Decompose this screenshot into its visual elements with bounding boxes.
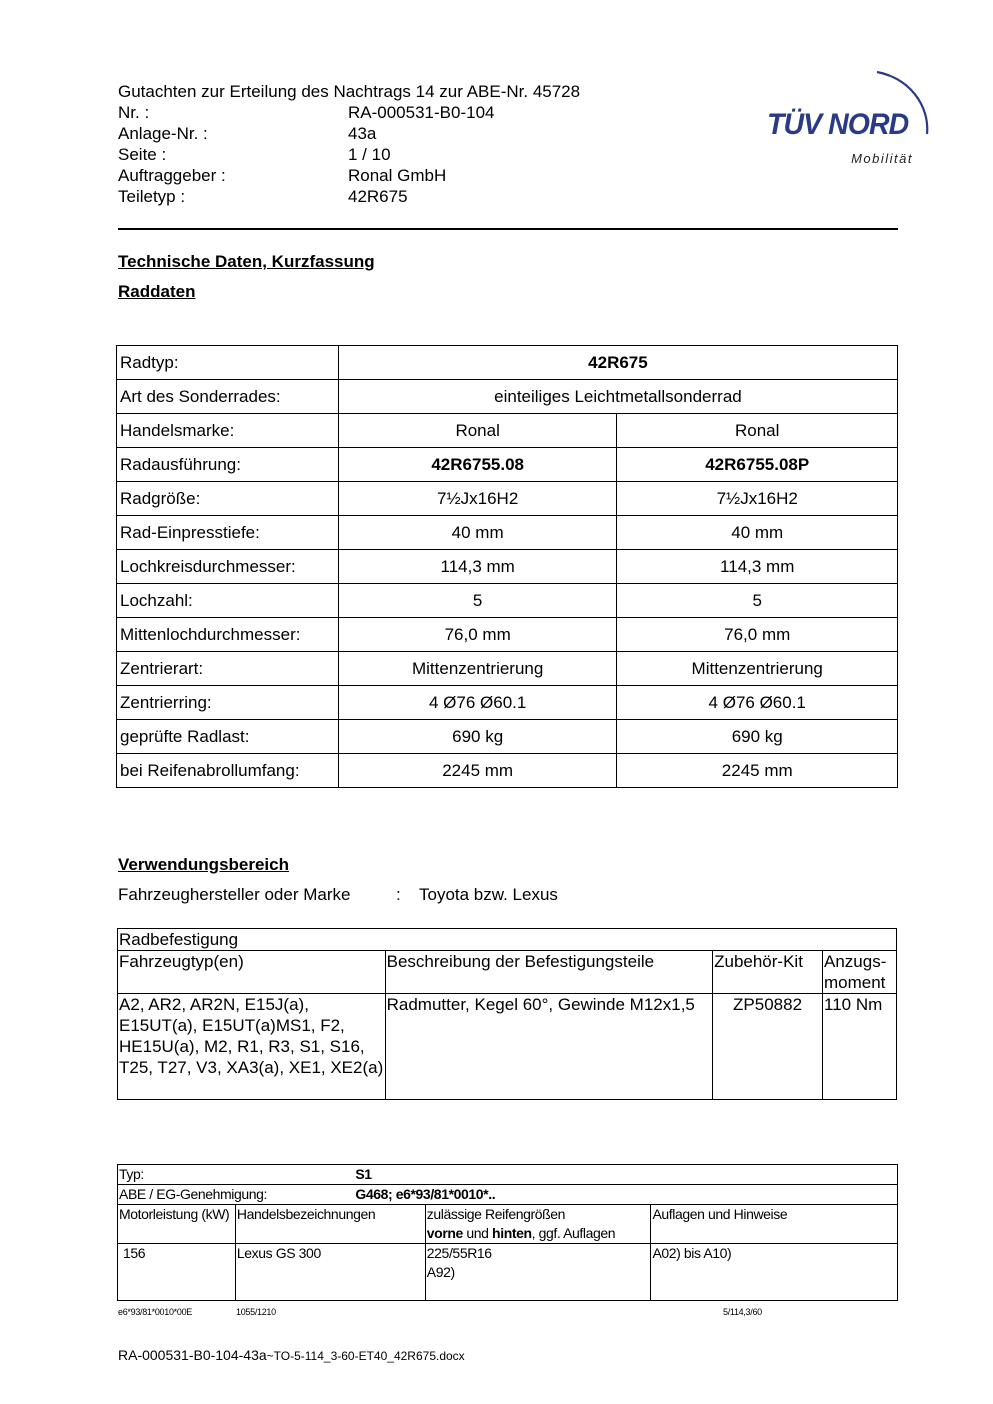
report-title: Gutachten zur Erteilung des Nachtrags 14 zur ABE-Nr. 45728 [118,82,581,101]
cell-value-a: 690 kg [338,720,617,754]
row-label: Art des Sonderrades: [117,380,339,414]
row-label: Radgröße: [117,482,339,516]
row-label: Lochkreisdurchmesser: [117,550,339,584]
verwendung-title: Verwendungsbereich [118,855,289,874]
row-label: bei Reifenabrollumfang: [117,754,339,788]
header-anzugsmoment: Anzugs-moment [823,951,897,994]
cell-value-b: 690 kg [617,720,898,754]
cell-value-b: 4 Ø76 Ø60.1 [617,686,898,720]
logo-subtitle: Mobilität [851,151,913,166]
abe-value: G468; e6*93/81*0010*.. [354,1185,897,1205]
abe-label: ABE / EG-Genehmigung: [118,1185,355,1205]
raddaten-table [116,345,898,788]
header-fahrzeugtyp: Fahrzeugtyp(en) [118,951,386,994]
table-row [117,414,898,448]
cell-value-a: 40 mm [338,516,617,550]
reifen-rest: , ggf. Auflagen [531,1225,616,1241]
table-row [117,346,898,380]
table-row [117,448,898,482]
cell-torque: 110 Nm [823,994,897,1100]
table-row [117,482,898,516]
radbefestigung-table [117,928,897,1100]
cell-value-b: 114,3 mm [617,550,898,584]
cell-value-a: 7½Jx16H2 [338,482,617,516]
cell-value-a: 2245 mm [338,754,617,788]
typ-table [117,1164,898,1301]
cell-value-b: 5 [617,584,898,618]
cell-value-b: Mittenzentrierung [617,652,898,686]
table-row [117,754,898,788]
table-row [118,1165,898,1185]
row-label: Lochzahl: [117,584,339,618]
document-header [118,81,580,207]
footnote-approval: e6*93/81*0010*00E [118,1307,192,1317]
logo-wordmark: TÜV NORD [767,108,909,141]
footer-filename [118,1347,465,1363]
field-value: Ronal GmbH [348,166,447,185]
row-label: Mittenlochdurchmesser: [117,618,339,652]
row-label: Radtyp: [117,346,339,380]
radbefestigung-title: Radbefestigung [118,929,897,951]
footer-file: ~TO-5-114_3-60-ET40_42R675.docx [266,1349,465,1363]
footnote-load: 1055/1210 [236,1307,276,1317]
footer-main: RA-000531-B0-104-43a [118,1347,267,1363]
row-label: Zentrierart: [117,652,339,686]
reifen-header-line2 [427,1224,650,1243]
cell-kw: 156 [118,1244,236,1301]
cell-value-b: 2245 mm [617,754,898,788]
table-row [118,1185,898,1205]
header-field-auftraggeber [118,165,580,186]
tire-size: 225/55R16 [426,1245,492,1261]
art-value: einteiliges Leichtmetallsonderrad [338,380,897,414]
table-row [117,652,898,686]
field-value: RA-000531-B0-104 [348,103,495,122]
cell-value-a: 4 Ø76 Ø60.1 [338,686,617,720]
manufacturer-label: Fahrzeughersteller oder Marke [118,885,351,904]
table-row [117,618,898,652]
cell-value-b: 76,0 mm [617,618,898,652]
row-label: Handelsmarke: [117,414,339,448]
cell-value-b: 40 mm [617,516,898,550]
cell-value-a: Mittenzentrierung [338,652,617,686]
field-label: Teiletyp : [118,187,186,206]
field-value: 42R675 [348,187,408,206]
field-value: 43a [348,124,377,143]
cell-kit: ZP50882 [713,994,823,1100]
header-field-seite [118,144,580,165]
table-row [117,584,898,618]
header-zubehoer-kit: Zubehör-Kit [713,951,823,994]
field-label: Nr. : [118,103,150,122]
table-row [117,686,898,720]
cell-value-a: 114,3 mm [338,550,617,584]
table-header-row [118,1205,898,1244]
row-label: Radausführung: [117,448,339,482]
table-row [118,994,897,1100]
header-field-teiletyp [118,186,580,207]
cell-tire [425,1244,651,1301]
tire-note: A92) [426,1264,455,1280]
tuev-nord-logo [765,60,940,170]
field-label: Seite : [118,145,167,164]
table-row [118,1244,898,1301]
cell-value-a: 42R6755.08 [338,448,617,482]
header-field-anlage [118,123,580,144]
reifen-header-line1: zulässige Reifengrößen [426,1206,566,1222]
header-motorleistung: Motorleistung (kW) [118,1205,236,1244]
header-divider [118,228,898,230]
field-label: Auftraggeber : [118,166,226,185]
reifen-hinten: hinten [492,1225,532,1241]
table-row [118,929,897,951]
footnote-bolt: 5/114,3/60 [723,1307,762,1317]
table-row [117,550,898,584]
header-field-nr [118,102,580,123]
cell-vehicle-types: A2, AR2, AR2N, E15J(a), E15UT(a), E15UT(a)MS1, F2, HE15U(a), M2, R1, R3, S1, S16, T25, T27, V3, XA3(a), XE1, XE2(a) [118,994,386,1100]
table-row [117,380,898,414]
row-label: Zentrierring: [117,686,339,720]
field-label: Anlage-Nr. : [118,124,208,143]
cell-value-b: 42R6755.08P [617,448,898,482]
header-beschreibung: Beschreibung der Befestigungsteile [385,951,712,994]
table-header-row [118,951,897,994]
table-row [117,720,898,754]
cell-value-b: 7½Jx16H2 [617,482,898,516]
manufacturer-line [118,885,558,905]
cell-hints: A02) bis A10) [651,1244,898,1301]
header-handelsbezeichnungen: Handelsbezeichnungen [235,1205,425,1244]
cell-value-b: Ronal [617,414,898,448]
row-label: Rad-Einpresstiefe: [117,516,339,550]
table-row [117,516,898,550]
cell-value-a: 76,0 mm [338,618,617,652]
typ-label: Typ: [118,1165,355,1185]
cell-handelsname: Lexus GS 300 [235,1244,425,1301]
cell-description: Radmutter, Kegel 60°, Gewinde M12x1,5 [385,994,712,1100]
manufacturer-separator: : [396,885,401,904]
reifen-und: und [462,1225,493,1241]
radtyp-value: 42R675 [338,346,897,380]
reifen-vorne: vorne [426,1225,463,1241]
typ-value: S1 [354,1165,897,1185]
cell-value-a: Ronal [338,414,617,448]
manufacturer-value: Toyota bzw. Lexus [419,885,558,904]
section-subtitle: Raddaten [118,282,196,301]
cell-value-a: 5 [338,584,617,618]
header-reifengroessen [425,1205,651,1244]
row-label: geprüfte Radlast: [117,720,339,754]
section-title: Technische Daten, Kurzfassung [118,252,375,271]
header-auflagen: Auflagen und Hinweise [651,1205,898,1244]
field-value: 1 / 10 [348,145,391,164]
